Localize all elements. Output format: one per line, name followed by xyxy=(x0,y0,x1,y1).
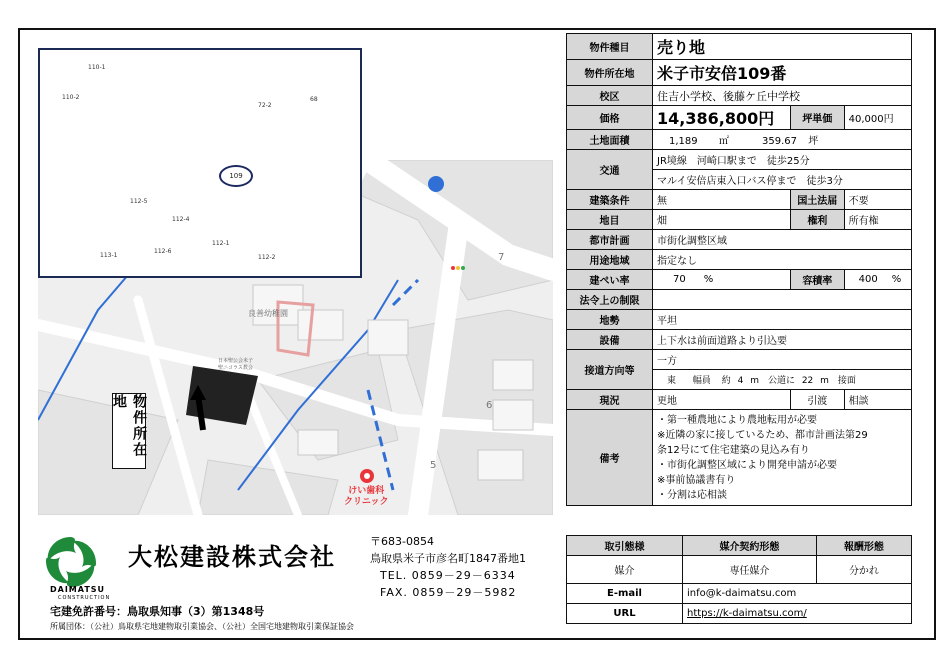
value-deal-form: 媒介 xyxy=(567,556,683,584)
label-deal-form: 取引態様 xyxy=(567,536,683,556)
block-number: 5 xyxy=(430,460,437,471)
value-location: 米子市安倍109番 xyxy=(653,60,912,86)
label-school: 校区 xyxy=(567,86,653,106)
value-contract: 専任媒介 xyxy=(683,556,817,584)
value-unit-price: 40,000円 xyxy=(844,106,911,130)
value-school: 住吉小学校、後藤ケ丘中学校 xyxy=(653,86,912,106)
value-transport-2: マルイ安倍店東入口バス停まで 徒歩3分 xyxy=(653,170,912,190)
label-legal: 法令上の制限 xyxy=(567,290,653,310)
label-fee: 報酬形態 xyxy=(816,536,911,556)
value-zoning: 指定なし xyxy=(653,250,912,270)
brand-name: DAIMATSU xyxy=(50,585,106,594)
label-location: 物件所在地 xyxy=(567,60,653,86)
value-land-cat: 畑 xyxy=(653,210,791,230)
cadastral-map xyxy=(38,48,362,278)
label-city-plan: 都市計画 xyxy=(567,230,653,250)
value-price: 14,386,800円 xyxy=(653,106,791,130)
lot-label: 112-1 xyxy=(212,240,230,247)
label-email: E-mail xyxy=(567,584,683,604)
spec-table xyxy=(566,33,912,506)
deal-table xyxy=(566,535,912,624)
label-contract: 媒介契約形態 xyxy=(683,536,817,556)
brand-sub: CONSTRUCTION xyxy=(58,595,111,601)
label-handover: 引渡 xyxy=(791,390,845,410)
label-land-notice: 国土法届 xyxy=(791,190,845,210)
value-legal xyxy=(653,290,912,310)
value-handover: 相談 xyxy=(844,390,911,410)
lot-label: 68 xyxy=(310,96,318,103)
label-area: 土地面積 xyxy=(567,130,653,150)
lot-label: 112-6 xyxy=(154,248,172,255)
lot-label: 113-1 xyxy=(100,252,118,259)
label-far: 容積率 xyxy=(791,270,845,290)
lot-label: 110-1 xyxy=(88,64,106,71)
value-area: 1,189 ㎡ 359.67 坪 xyxy=(653,130,912,150)
label-type: 物件種目 xyxy=(567,34,653,60)
value-road-detail: 東 幅員 約 4 m 公道に 22 m 接面 xyxy=(653,370,912,390)
clinic-label: けい歯科 クリニック xyxy=(344,486,389,507)
value-city-plan: 市街化調整区域 xyxy=(653,230,912,250)
value-land-notice: 不要 xyxy=(844,190,911,210)
label-facilities: 設備 xyxy=(567,330,653,350)
value-rights: 所有権 xyxy=(844,210,911,230)
value-type: 売り地 xyxy=(653,34,912,60)
association: 所属団体：（公社）鳥取県宅地建物取引業協会、（公社）全国宅地建物取引業保証協会 xyxy=(50,622,354,631)
value-road-type: 一方 xyxy=(653,350,912,370)
company-name: 大松建設株式会社 xyxy=(128,543,336,571)
label-rights: 権利 xyxy=(791,210,845,230)
label-terrain: 地勢 xyxy=(567,310,653,330)
lot-label: 112-2 xyxy=(258,254,276,261)
value-far: 400 % xyxy=(844,270,911,290)
kindergarten-label: 良善幼稚園 xyxy=(248,309,288,318)
url-link[interactable]: https://k-daimatsu.com/ xyxy=(683,604,912,624)
label-transport: 交通 xyxy=(567,150,653,190)
license-number: 宅建免許番号：鳥取県知事（3）第1348号 xyxy=(50,605,265,618)
value-transport-1: JR境線 河崎口駅まで 徒歩25分 xyxy=(653,150,912,170)
company-footer xyxy=(20,523,550,633)
value-remarks: ・第一種農地により農地転用が必要 ※近隣の家に接しているため、都市計画法第29 条12号にて住宅建築の見込み有り ・市街化調整区域により開発申請が必要 ※事前協議書有り ・分割は応相談 xyxy=(653,410,912,506)
site-location-label: 物件所在地 xyxy=(112,393,146,469)
label-status: 現況 xyxy=(567,390,653,410)
value-fee: 分かれ xyxy=(816,556,911,584)
label-price: 価格 xyxy=(567,106,653,130)
value-build-cond: 無 xyxy=(653,190,791,210)
block-number: 7 xyxy=(498,252,505,263)
value-facilities: 上下水は前面道路より引込要 xyxy=(653,330,912,350)
label-land-cat: 地目 xyxy=(567,210,653,230)
lot-label: 112-5 xyxy=(130,198,148,205)
value-status: 更地 xyxy=(653,390,791,410)
value-terrain: 平坦 xyxy=(653,310,912,330)
company-address: 〒683-0854 鳥取県米子市彦名町1847番地1 TEL. 0859－29－6334 FAX. 0859－29－5982 xyxy=(370,535,526,599)
label-zoning: 用途地域 xyxy=(567,250,653,270)
email-link[interactable]: info@k-daimatsu.com xyxy=(683,584,912,604)
label-road: 接道方向等 xyxy=(567,350,653,390)
subject-lot-marker: 109 xyxy=(219,165,253,187)
church-label: 日本聖公会米子 聖ニコラス教会 xyxy=(218,358,254,371)
label-unit-price: 坪単価 xyxy=(791,106,845,130)
lot-label: 72-2 xyxy=(258,102,272,109)
label-build-cond: 建築条件 xyxy=(567,190,653,210)
label-bcr: 建ぺい率 xyxy=(567,270,653,290)
value-bcr: 70 % xyxy=(653,270,791,290)
label-remarks: 備考 xyxy=(567,410,653,506)
lot-label: 110-2 xyxy=(62,94,80,101)
block-number: 6 xyxy=(486,400,493,411)
label-url: URL xyxy=(567,604,683,624)
lot-label: 112-4 xyxy=(172,216,190,223)
